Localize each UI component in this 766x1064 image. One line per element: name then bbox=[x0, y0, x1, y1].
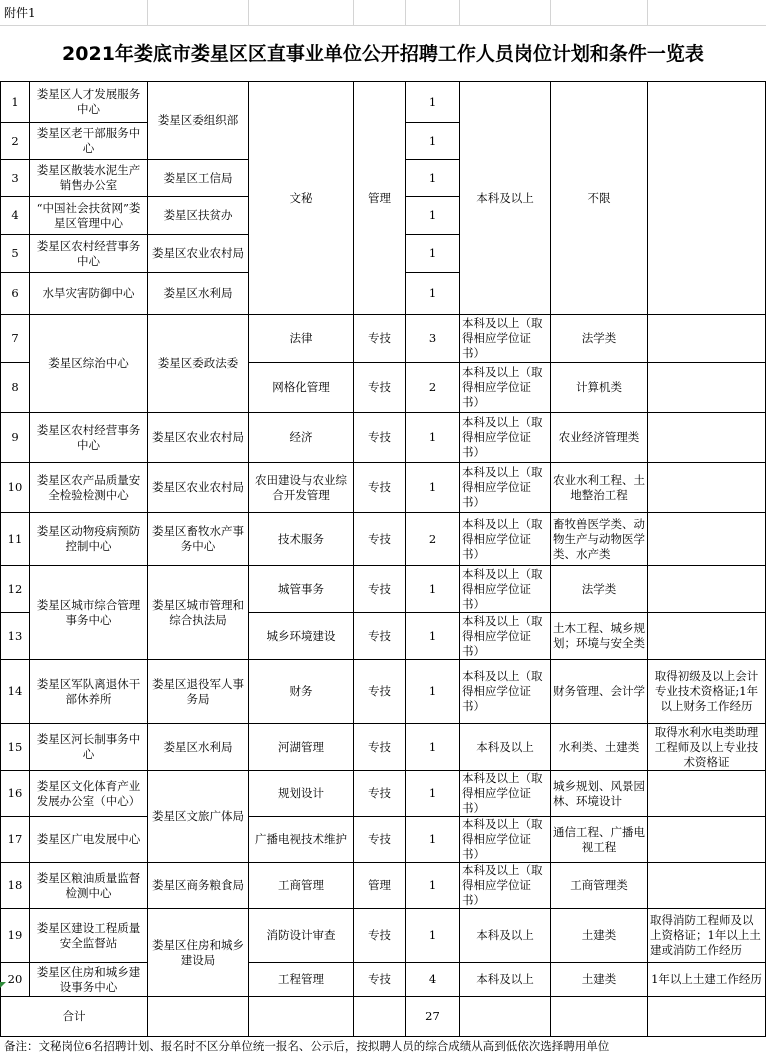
row-number: 10 bbox=[1, 463, 30, 513]
count-cell: 3 bbox=[406, 315, 460, 363]
unit-cell: 娄星区散装水泥生产销售办公室 bbox=[30, 160, 148, 197]
post-cell: 广播电视技术维护 bbox=[249, 817, 354, 863]
other-cell bbox=[648, 566, 766, 613]
edu-cell: 本科及以上（取得相应学位证书） bbox=[460, 413, 551, 463]
edu-cell: 本科及以上（取得相应学位证书） bbox=[460, 771, 551, 817]
type-cell: 专技 bbox=[354, 613, 406, 660]
row-number: 7 bbox=[1, 315, 30, 363]
edu-cell: 本科及以上 bbox=[460, 724, 551, 771]
other-cell bbox=[648, 82, 766, 315]
unit-cell: 娄星区城市综合管理事务中心 bbox=[30, 566, 148, 660]
other-cell bbox=[648, 315, 766, 363]
unit-cell: 娄星区建设工程质量安全监督站 bbox=[30, 909, 148, 963]
type-cell: 管理 bbox=[354, 82, 406, 315]
empty-cell bbox=[551, 997, 648, 1037]
edu-cell: 本科及以上 bbox=[460, 909, 551, 963]
gridline bbox=[0, 25, 766, 26]
dept-cell: 娄星区水利局 bbox=[148, 273, 249, 315]
unit-cell: 娄星区农产品质量安全检验检测中心 bbox=[30, 463, 148, 513]
count-cell: 2 bbox=[406, 363, 460, 413]
post-cell: 农田建设与农业综合开发管理 bbox=[249, 463, 354, 513]
edu-cell: 本科及以上（取得相应学位证书） bbox=[460, 863, 551, 909]
post-cell: 财务 bbox=[249, 660, 354, 724]
count-cell: 1 bbox=[406, 463, 460, 513]
dept-cell: 娄星区城市管理和综合执法局 bbox=[148, 566, 249, 660]
other-cell bbox=[648, 363, 766, 413]
edu-cell: 本科及以上（取得相应学位证书） bbox=[460, 315, 551, 363]
unit-cell: “中国社会扶贫网”娄星区管理中心 bbox=[30, 197, 148, 235]
total-count: 27 bbox=[406, 997, 460, 1037]
edu-cell: 本科及以上 bbox=[460, 963, 551, 997]
unit-cell: 娄星区文化体育产业发展办公室（中心） bbox=[30, 771, 148, 817]
gridline bbox=[550, 0, 551, 26]
row-number: 16 bbox=[1, 771, 30, 817]
count-cell: 1 bbox=[406, 724, 460, 771]
row-number: 18 bbox=[1, 863, 30, 909]
dept-cell: 娄星区工信局 bbox=[148, 160, 249, 197]
post-cell: 法律 bbox=[249, 315, 354, 363]
post-cell: 规划设计 bbox=[249, 771, 354, 817]
type-cell: 专技 bbox=[354, 513, 406, 566]
unit-cell: 娄星区人才发展服务中心 bbox=[30, 82, 148, 123]
dept-cell: 娄星区农业农村局 bbox=[148, 463, 249, 513]
row-number: 3 bbox=[1, 160, 30, 197]
unit-cell: 娄星区住房和城乡建设事务中心 bbox=[30, 963, 148, 997]
post-cell: 网格化管理 bbox=[249, 363, 354, 413]
post-cell: 经济 bbox=[249, 413, 354, 463]
type-cell: 专技 bbox=[354, 363, 406, 413]
gridline bbox=[353, 0, 354, 26]
empty-cell bbox=[460, 997, 551, 1037]
table-row bbox=[1, 963, 766, 997]
total-label: 合计 bbox=[1, 997, 148, 1037]
type-cell: 专技 bbox=[354, 771, 406, 817]
empty-cell bbox=[354, 997, 406, 1037]
cell-marker-icon bbox=[0, 982, 6, 988]
edu-cell: 本科及以上（取得相应学位证书） bbox=[460, 613, 551, 660]
count-cell: 1 bbox=[406, 273, 460, 315]
other-cell: 取得初级及以上会计专业技术资格证;1年以上财务工作经历 bbox=[648, 660, 766, 724]
post-cell: 工商管理 bbox=[249, 863, 354, 909]
unit-cell: 娄星区粮油质量监督检测中心 bbox=[30, 863, 148, 909]
other-cell: 1年以上土建工作经历 bbox=[648, 963, 766, 997]
edu-cell: 本科及以上 bbox=[460, 82, 551, 315]
dept-cell: 娄星区商务粮食局 bbox=[148, 863, 249, 909]
table-row bbox=[1, 660, 766, 724]
dept-cell: 娄星区农业农村局 bbox=[148, 235, 249, 273]
count-cell: 1 bbox=[406, 817, 460, 863]
row-number: 14 bbox=[1, 660, 30, 724]
table-row bbox=[1, 566, 766, 613]
major-cell: 土建类 bbox=[551, 963, 648, 997]
dept-cell: 娄星区委组织部 bbox=[148, 82, 249, 160]
type-cell: 专技 bbox=[354, 660, 406, 724]
unit-cell: 娄星区军队离退休干部休养所 bbox=[30, 660, 148, 724]
unit-cell: 娄星区广电发展中心 bbox=[30, 817, 148, 863]
count-cell: 1 bbox=[406, 863, 460, 909]
count-cell: 1 bbox=[406, 909, 460, 963]
count-cell: 1 bbox=[406, 197, 460, 235]
major-cell: 不限 bbox=[551, 82, 648, 315]
other-cell bbox=[648, 817, 766, 863]
dept-cell: 娄星区畜牧水产事务中心 bbox=[148, 513, 249, 566]
other-cell bbox=[648, 771, 766, 817]
other-cell: 取得水利水电类助理工程师及以上专业技术资格证 bbox=[648, 724, 766, 771]
edu-cell: 本科及以上（取得相应学位证书） bbox=[460, 660, 551, 724]
dept-cell: 娄星区文旅广体局 bbox=[148, 771, 249, 863]
major-cell: 法学类 bbox=[551, 566, 648, 613]
attachment-row bbox=[0, 0, 766, 26]
gridline bbox=[459, 0, 460, 26]
gridline bbox=[248, 0, 249, 26]
gridline bbox=[147, 0, 148, 26]
post-cell: 消防设计审查 bbox=[249, 909, 354, 963]
unit-cell: 娄星区农村经营事务中心 bbox=[30, 413, 148, 463]
row-number: 4 bbox=[1, 197, 30, 235]
row-number: 8 bbox=[1, 363, 30, 413]
major-cell: 工商管理类 bbox=[551, 863, 648, 909]
table-row bbox=[1, 463, 766, 513]
unit-cell: 娄星区动物疫病预防控制中心 bbox=[30, 513, 148, 566]
type-cell: 专技 bbox=[354, 315, 406, 363]
major-cell: 计算机类 bbox=[551, 363, 648, 413]
row-number: 11 bbox=[1, 513, 30, 566]
row-number: 13 bbox=[1, 613, 30, 660]
row-number: 1 bbox=[1, 82, 30, 123]
table-row bbox=[1, 771, 766, 817]
count-cell: 1 bbox=[406, 235, 460, 273]
post-cell: 城管事务 bbox=[249, 566, 354, 613]
gridline bbox=[647, 0, 648, 26]
major-cell: 通信工程、广播电视工程 bbox=[551, 817, 648, 863]
other-cell bbox=[648, 613, 766, 660]
table-row bbox=[1, 413, 766, 463]
count-cell: 1 bbox=[406, 413, 460, 463]
edu-cell: 本科及以上（取得相应学位证书） bbox=[460, 513, 551, 566]
major-cell: 农业经济管理类 bbox=[551, 413, 648, 463]
major-cell: 农业水利工程、土地整治工程 bbox=[551, 463, 648, 513]
row-number: 19 bbox=[1, 909, 30, 963]
empty-cell bbox=[148, 997, 249, 1037]
table-row bbox=[1, 863, 766, 909]
positions-table bbox=[0, 81, 766, 1037]
edu-cell: 本科及以上（取得相应学位证书） bbox=[460, 817, 551, 863]
major-cell: 畜牧兽医学类、动物生产与动物医学类、水产类 bbox=[551, 513, 648, 566]
post-cell: 工程管理 bbox=[249, 963, 354, 997]
unit-cell: 水旱灾害防御中心 bbox=[30, 273, 148, 315]
footnote: 备注：文秘岗位6名招聘计划、报名时不区分单位统一报名、公示后，按拟聘人员的综合成绩从高到低依次选择聘用单位 bbox=[4, 1039, 610, 1053]
count-cell: 1 bbox=[406, 566, 460, 613]
type-cell: 专技 bbox=[354, 463, 406, 513]
dept-cell: 娄星区委政法委 bbox=[148, 315, 249, 413]
row-number: 17 bbox=[1, 817, 30, 863]
dept-cell: 娄星区住房和城乡建设局 bbox=[148, 909, 249, 997]
other-cell bbox=[648, 863, 766, 909]
major-cell: 城乡规划、风景园林、环境设计 bbox=[551, 771, 648, 817]
count-cell: 1 bbox=[406, 613, 460, 660]
other-cell bbox=[648, 513, 766, 566]
unit-cell: 娄星区综治中心 bbox=[30, 315, 148, 413]
count-cell: 4 bbox=[406, 963, 460, 997]
empty-cell bbox=[249, 997, 354, 1037]
count-cell: 1 bbox=[406, 123, 460, 160]
other-cell bbox=[648, 463, 766, 513]
gridline bbox=[405, 0, 406, 26]
table-row bbox=[1, 82, 766, 123]
row-number: 5 bbox=[1, 235, 30, 273]
edu-cell: 本科及以上（取得相应学位证书） bbox=[460, 363, 551, 413]
major-cell: 财务管理、会计学 bbox=[551, 660, 648, 724]
row-number: 6 bbox=[1, 273, 30, 315]
row-number: 20 bbox=[1, 963, 30, 997]
count-cell: 1 bbox=[406, 771, 460, 817]
count-cell: 1 bbox=[406, 82, 460, 123]
type-cell: 专技 bbox=[354, 413, 406, 463]
table-row bbox=[1, 817, 766, 863]
table-row bbox=[1, 724, 766, 771]
unit-cell: 娄星区农村经营事务中心 bbox=[30, 235, 148, 273]
count-cell: 1 bbox=[406, 160, 460, 197]
type-cell: 专技 bbox=[354, 817, 406, 863]
count-cell: 1 bbox=[406, 660, 460, 724]
post-cell: 技术服务 bbox=[249, 513, 354, 566]
edu-cell: 本科及以上（取得相应学位证书） bbox=[460, 566, 551, 613]
unit-cell: 娄星区河长制事务中心 bbox=[30, 724, 148, 771]
major-cell: 土木工程、城乡规划；环境与安全类 bbox=[551, 613, 648, 660]
table-row bbox=[1, 513, 766, 566]
dept-cell: 娄星区退役军人事务局 bbox=[148, 660, 249, 724]
major-cell: 法学类 bbox=[551, 315, 648, 363]
row-number: 9 bbox=[1, 413, 30, 463]
post-cell: 文秘 bbox=[249, 82, 354, 315]
type-cell: 管理 bbox=[354, 863, 406, 909]
dept-cell: 娄星区水利局 bbox=[148, 724, 249, 771]
empty-cell bbox=[648, 997, 766, 1037]
row-number: 12 bbox=[1, 566, 30, 613]
type-cell: 专技 bbox=[354, 566, 406, 613]
page-title: 2021年娄底市娄星区区直事业单位公开招聘工作人员岗位计划和条件一览表 bbox=[62, 43, 704, 65]
unit-cell: 娄星区老干部服务中心 bbox=[30, 123, 148, 160]
row-number: 2 bbox=[1, 123, 30, 160]
edu-cell: 本科及以上（取得相应学位证书） bbox=[460, 463, 551, 513]
table-row bbox=[1, 909, 766, 963]
table-row bbox=[1, 315, 766, 363]
total-row bbox=[1, 997, 766, 1037]
other-cell bbox=[648, 413, 766, 463]
row-number: 15 bbox=[1, 724, 30, 771]
type-cell: 专技 bbox=[354, 724, 406, 771]
other-cell: 取得消防工程师及以上资格证；1年以上土建或消防工作经历 bbox=[648, 909, 766, 963]
attachment-label: 附件1 bbox=[4, 6, 36, 20]
major-cell: 水利类、土建类 bbox=[551, 724, 648, 771]
dept-cell: 娄星区农业农村局 bbox=[148, 413, 249, 463]
dept-cell: 娄星区扶贫办 bbox=[148, 197, 249, 235]
count-cell: 2 bbox=[406, 513, 460, 566]
major-cell: 土建类 bbox=[551, 909, 648, 963]
type-cell: 专技 bbox=[354, 963, 406, 997]
post-cell: 城乡环境建设 bbox=[249, 613, 354, 660]
post-cell: 河湖管理 bbox=[249, 724, 354, 771]
type-cell: 专技 bbox=[354, 909, 406, 963]
